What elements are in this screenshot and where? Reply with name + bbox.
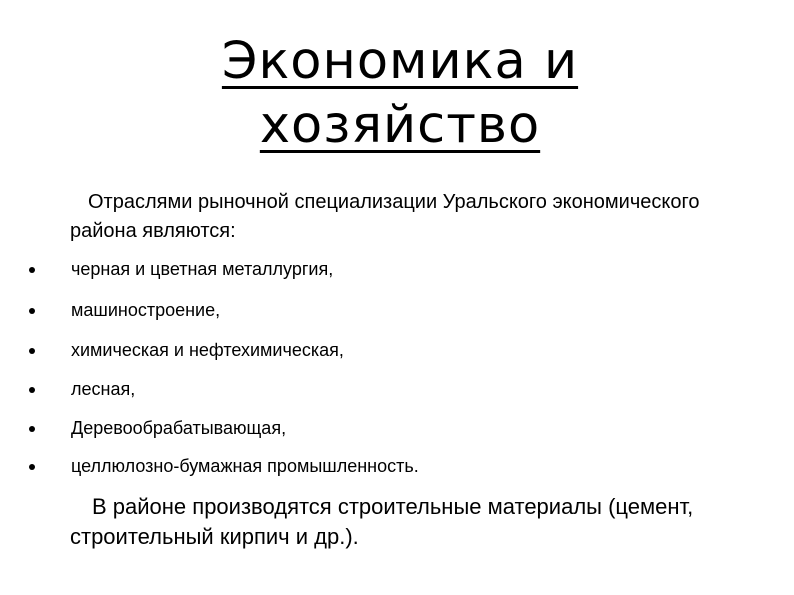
list-item-text: машиностроение,: [71, 300, 221, 320]
bullet-icon: [29, 387, 35, 393]
title-line-2: хозяйство: [259, 96, 541, 155]
slide-title: [150, 30, 650, 158]
list-item-text: целлюлозно-бумажная промышленность.: [71, 456, 419, 476]
bullet-icon: [29, 348, 35, 354]
bullet-icon: [29, 464, 35, 470]
bullet-icon: [29, 426, 35, 432]
title-line-1: Экономика и: [221, 32, 579, 91]
list-item-text: химическая и нефтехимическая,: [71, 340, 344, 360]
list-item-text: лесная,: [71, 379, 136, 399]
outro-text: В районе производятся строительные материалы (цемент, строительный кирпич и др.).: [70, 494, 694, 549]
intro-paragraph: [70, 188, 730, 246]
list-item-text: черная и цветная металлургия,: [71, 259, 334, 279]
bullet-icon: [29, 308, 35, 314]
intro-text: Отраслями рыночной специализации Уральского экономического района являются:: [70, 191, 700, 242]
list-item-text: Деревообрабатывающая,: [71, 418, 287, 438]
bullet-icon: [29, 267, 35, 273]
outro-paragraph: [70, 492, 750, 552]
